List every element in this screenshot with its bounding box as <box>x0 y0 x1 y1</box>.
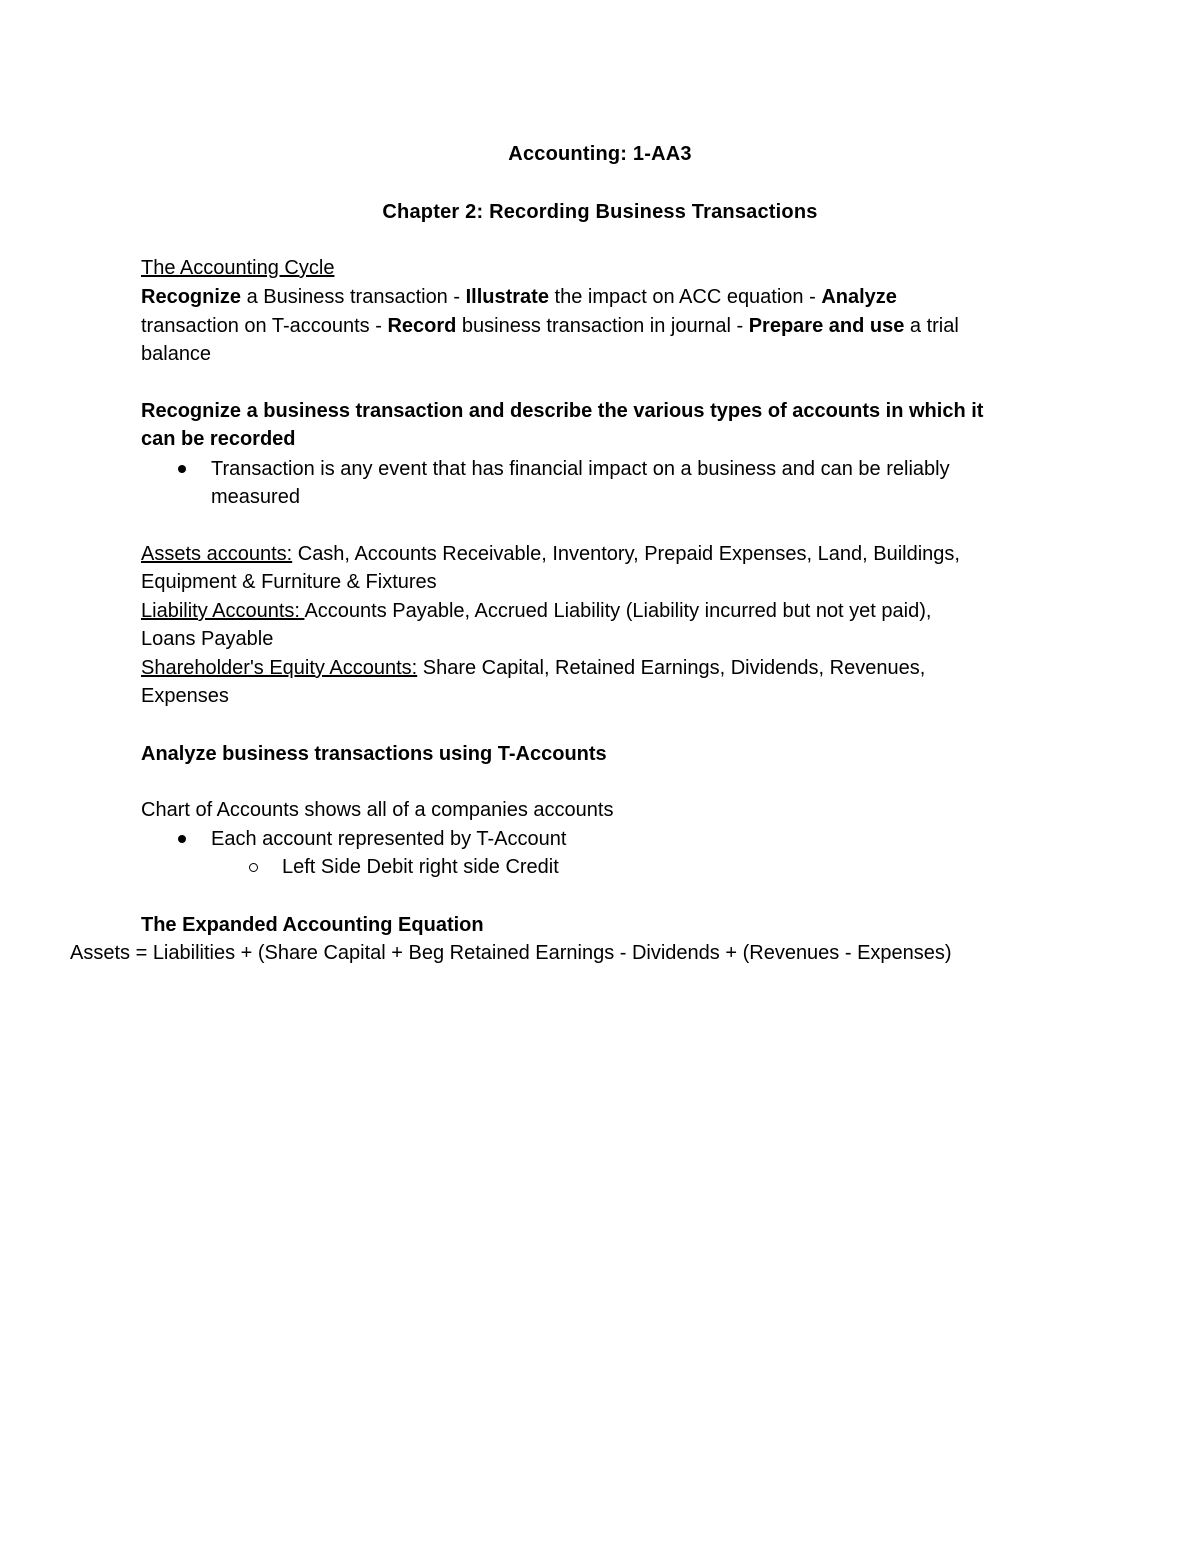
document-title: Accounting: 1-AA3 <box>508 143 692 165</box>
accounting-cycle-line-2 <box>141 312 959 340</box>
cycle-step-recognize-text: a Business transaction - <box>241 286 466 308</box>
t-account-bullet: Each account represented by T-Account <box>211 828 567 850</box>
cycle-step-illustrate-text: the impact on ACC equation - <box>548 286 822 308</box>
transaction-definition-line-1: Transaction is any event that has financial impact on a business and can be reliably <box>211 458 950 480</box>
equity-accounts-line-2: Expenses <box>141 685 229 707</box>
bullet-disc-icon <box>178 835 186 843</box>
cycle-step-record-text: business transaction in journal - <box>456 315 749 337</box>
chapter-title: Chapter 2: Recording Business Transactions <box>382 201 818 223</box>
transaction-definition-line-2: measured <box>211 486 300 508</box>
cycle-step-analyze: Analyze <box>821 286 897 308</box>
liability-accounts-line-1 <box>141 597 931 625</box>
expanded-accounting-equation: Assets = Liabilities + (Share Capital + Beg Retained Earnings - Dividends + (Revenues - Expenses) <box>70 942 952 964</box>
cycle-step-prepare-text: a trial <box>904 315 959 337</box>
bullet-disc-icon <box>178 465 186 473</box>
section2-heading: Analyze business transactions using T-Accounts <box>141 743 607 765</box>
cycle-step-recognize: Recognize <box>141 286 242 308</box>
chart-of-accounts-text: Chart of Accounts shows all of a companies accounts <box>141 799 614 821</box>
assets-accounts-label: Assets accounts: <box>141 543 293 565</box>
accounting-cycle-line-1 <box>141 283 897 311</box>
cycle-step-prepare: Prepare and use <box>748 315 905 337</box>
debit-credit-sub-bullet: Left Side Debit right side Credit <box>282 856 559 878</box>
section1-heading-line-2: can be recorded <box>141 428 296 450</box>
liability-accounts-label: Liability Accounts: <box>141 600 305 622</box>
section1-heading-line-1: Recognize a business transaction and describe the various types of accounts in which it <box>141 400 984 422</box>
liability-accounts-line-2: Loans Payable <box>141 628 274 650</box>
section3-heading: The Expanded Accounting Equation <box>141 914 484 936</box>
equity-accounts-line-1 <box>141 654 925 682</box>
cycle-step-illustrate: Illustrate <box>465 286 549 308</box>
accounting-cycle-line-3: balance <box>141 343 212 365</box>
equity-accounts-label: Shareholder's Equity Accounts: <box>141 657 418 679</box>
liability-accounts-text: Accounts Payable, Accrued Liability (Liability incurred but not yet paid), <box>304 600 932 622</box>
bullet-circle-icon <box>249 863 258 872</box>
assets-accounts-line-2: Equipment & Furniture & Fixtures <box>141 571 437 593</box>
assets-accounts-text: Cash, Accounts Receivable, Inventory, Prepaid Expenses, Land, Buildings, <box>292 543 960 565</box>
cycle-step-analyze-text: transaction on T-accounts - <box>141 315 388 337</box>
accounting-cycle-heading: The Accounting Cycle <box>141 257 335 279</box>
equity-accounts-text: Share Capital, Retained Earnings, Dividends, Revenues, <box>417 657 926 679</box>
assets-accounts-line-1 <box>141 540 960 568</box>
cycle-step-record: Record <box>387 315 457 337</box>
